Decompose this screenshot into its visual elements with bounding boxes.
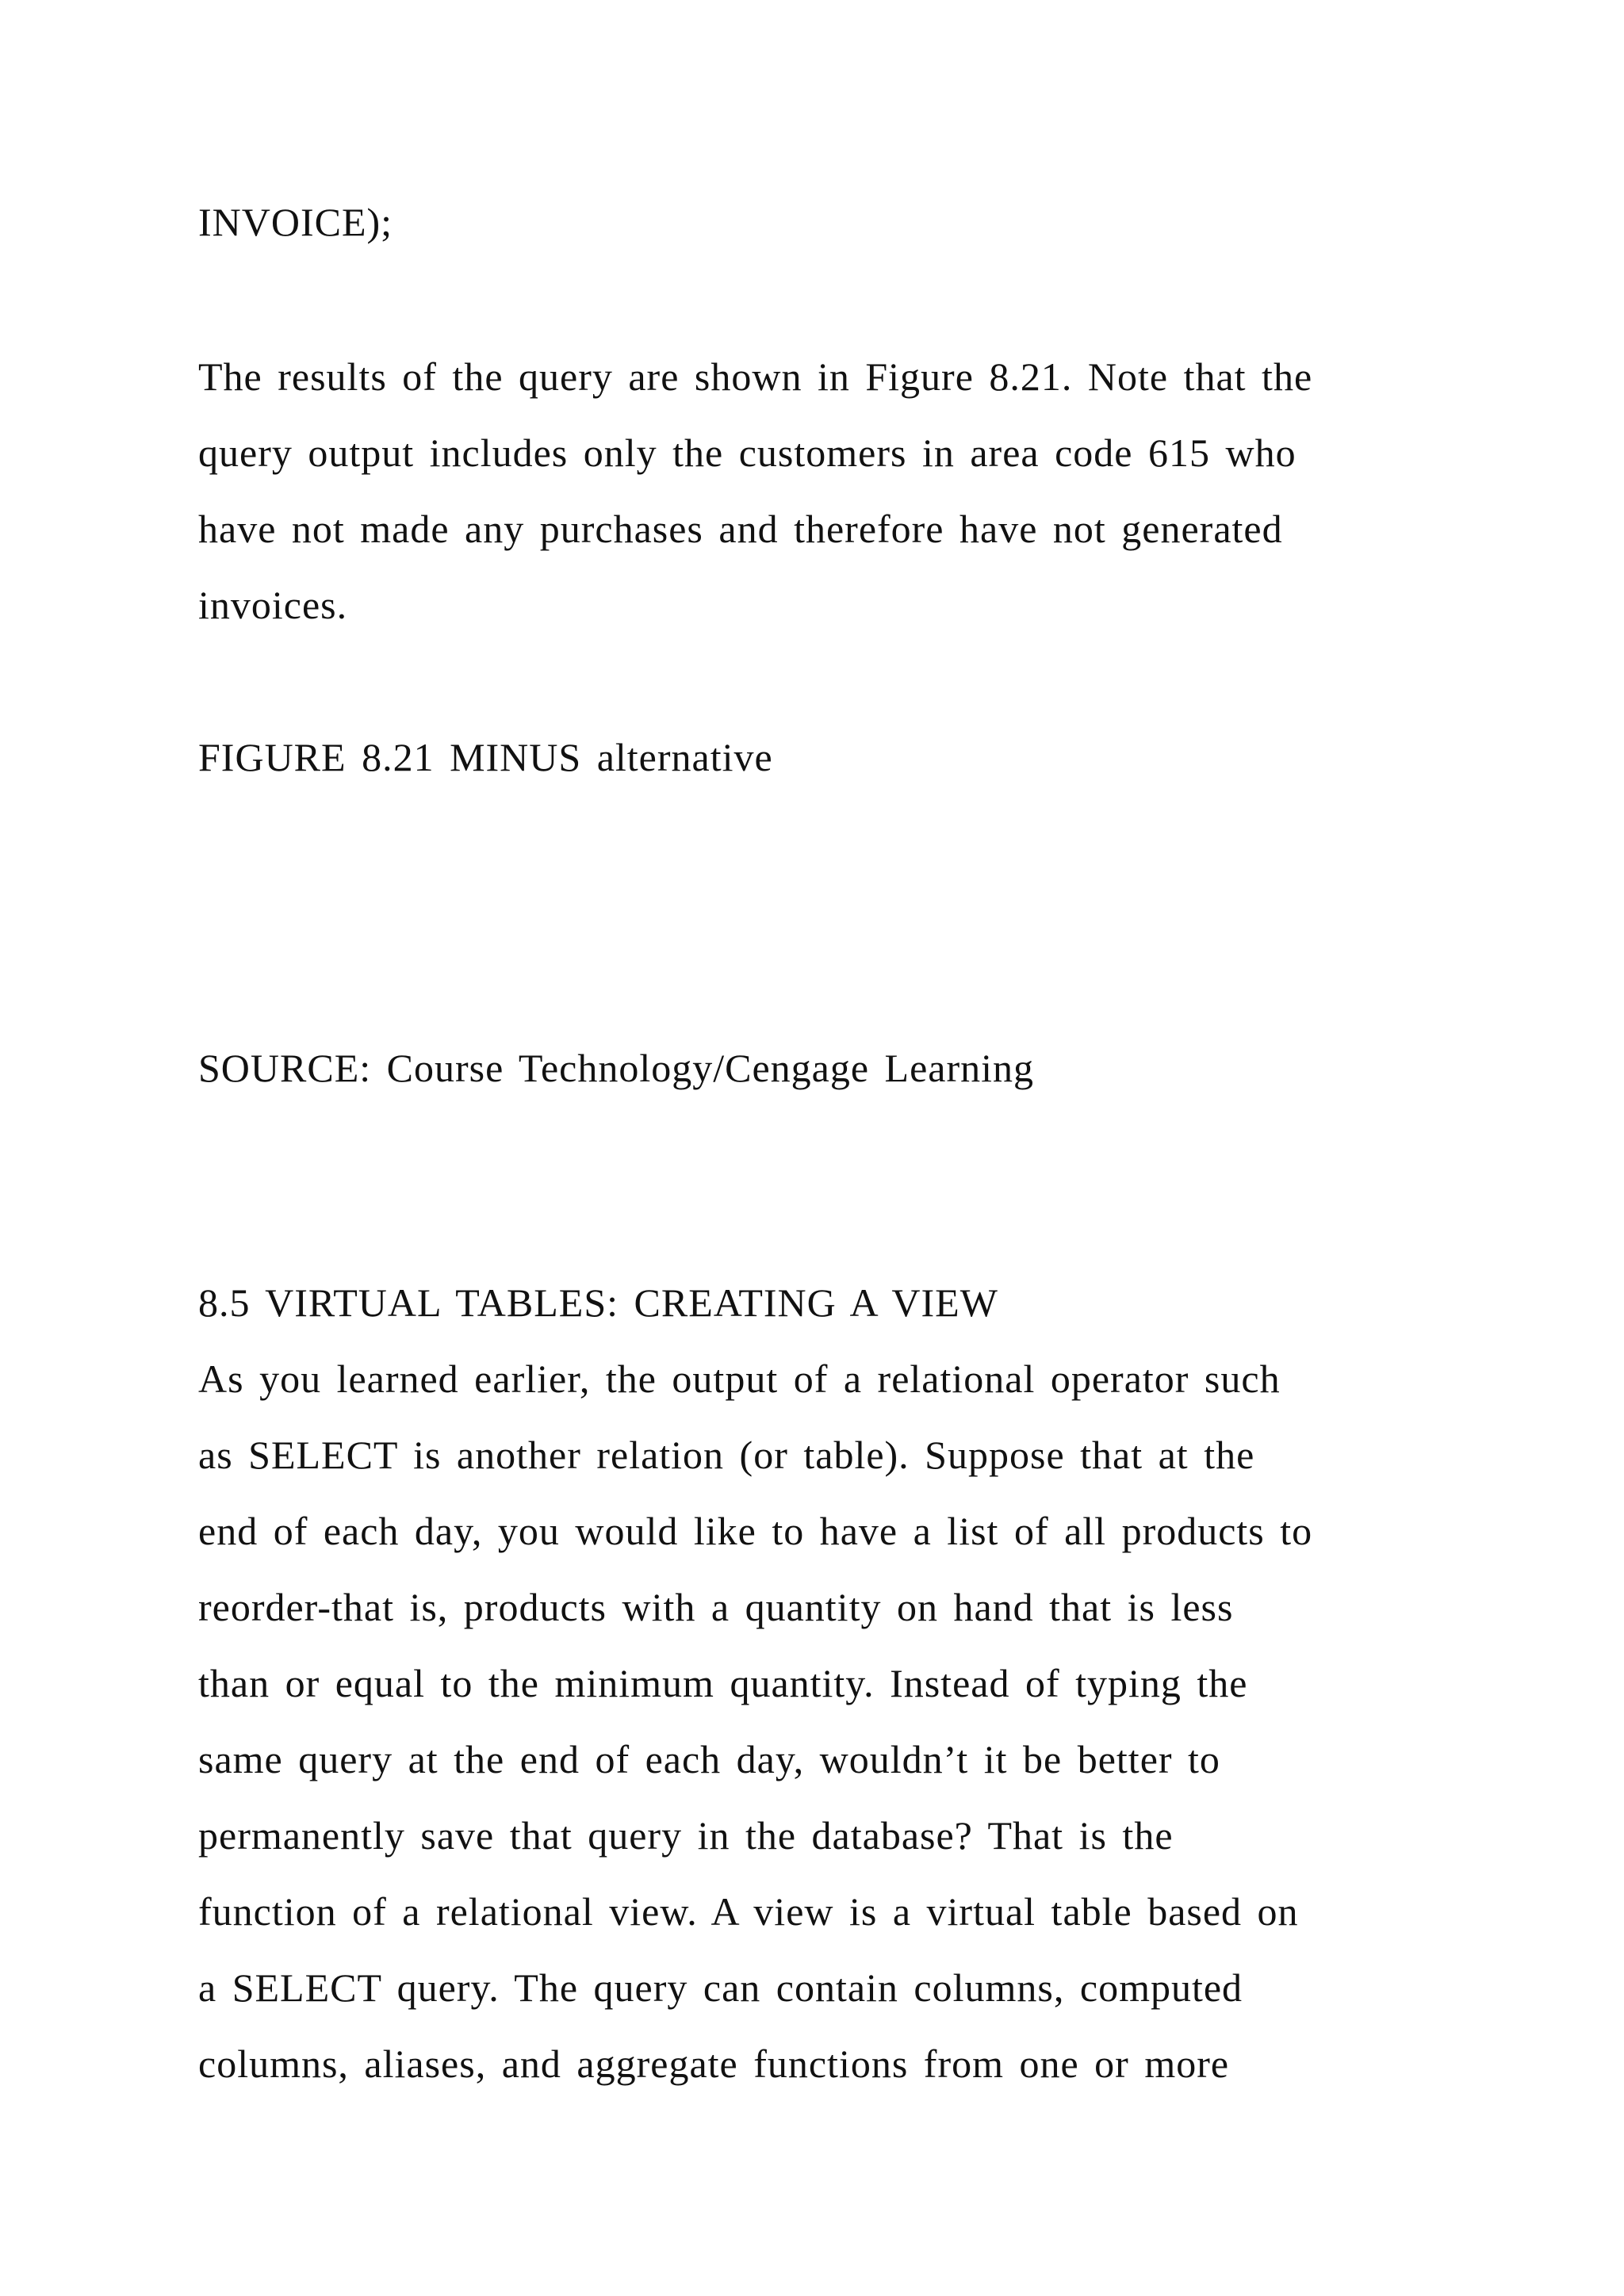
paragraph-line: permanently save that query in the database? That is the bbox=[198, 1813, 1174, 1858]
paragraph-line: columns, aliases, and aggregate functions from one or more bbox=[198, 2042, 1230, 2086]
figure-source: SOURCE: Course Technology/Cengage Learning bbox=[198, 1046, 1035, 1090]
figure-caption: FIGURE 8.21 MINUS alternative bbox=[198, 735, 773, 779]
paragraph-line: As you learned earlier, the output of a relational operator such bbox=[198, 1357, 1281, 1401]
paragraph-line: reorder-that is, products with a quantity on hand that is less bbox=[198, 1585, 1234, 1629]
paragraph-line: end of each day, you would like to have a list of all products to bbox=[198, 1509, 1313, 1553]
paragraph-line: same query at the end of each day, wouldn’t it be better to bbox=[198, 1737, 1220, 1781]
paragraph-line: as SELECT is another relation (or table). Suppose that at the bbox=[198, 1433, 1255, 1477]
paragraph-line: function of a relational view. A view is a virtual table based on bbox=[198, 1889, 1299, 1934]
paragraph-line: have not made any purchases and therefore have not generated bbox=[198, 507, 1283, 551]
paragraph-line: The results of the query are shown in Figure 8.21. Note that the bbox=[198, 354, 1313, 399]
section-heading: 8.5 VIRTUAL TABLES: CREATING A VIEW bbox=[198, 1280, 998, 1325]
paragraph-line: a SELECT query. The query can contain columns, computed bbox=[198, 1965, 1243, 2010]
paragraph-line: invoices. bbox=[198, 583, 348, 627]
paragraph-line: than or equal to the minimum quantity. Instead of typing the bbox=[198, 1661, 1248, 1705]
paragraph-line: query output includes only the customers in area code 615 who bbox=[198, 430, 1297, 475]
code-fragment: INVOICE); bbox=[198, 200, 393, 244]
